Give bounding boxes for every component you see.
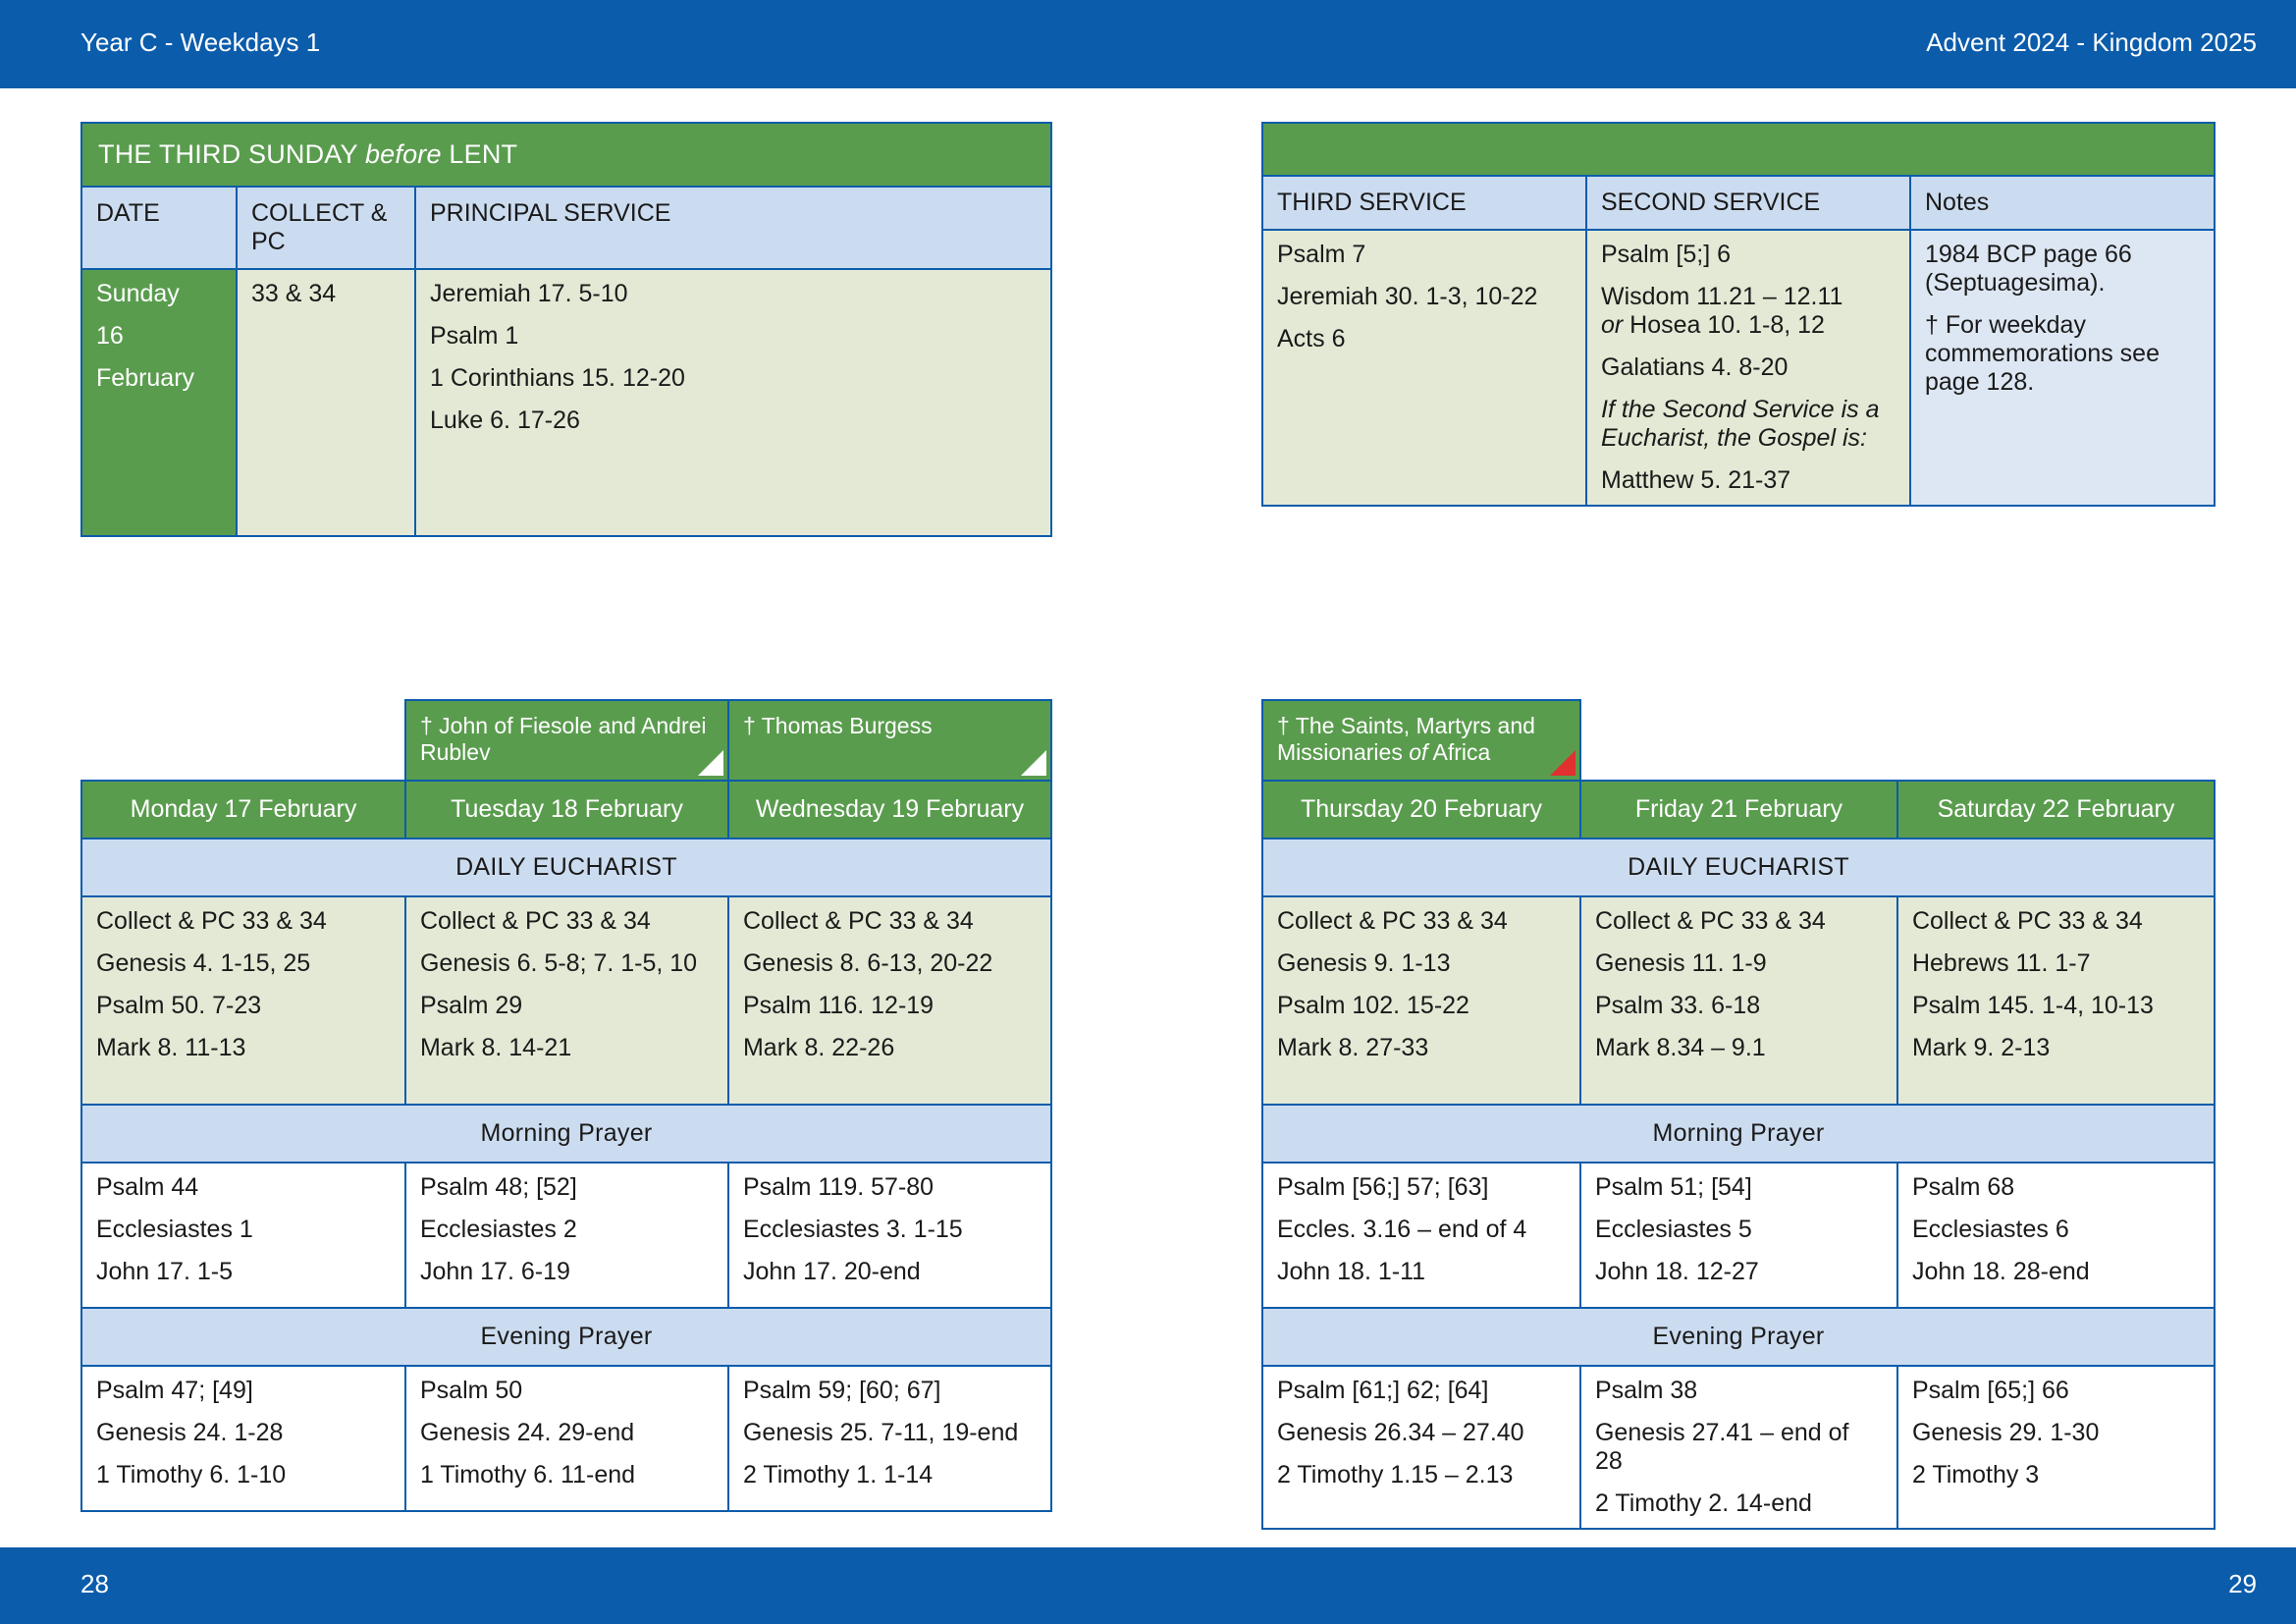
- feast-label-1: † John of Fiesole and Andrei Rublev: [419, 713, 707, 765]
- second-line-2-text: Wisdom 11.21 – 12.11: [1601, 283, 1843, 310]
- day-header-tuesday: Tuesday 18 February: [405, 781, 728, 839]
- morning-cell-friday: [1580, 1163, 1897, 1308]
- principal-line-4: Luke 6. 17-26: [430, 406, 580, 434]
- feast-label-post: Africa: [1427, 739, 1491, 765]
- ep-m-2: Genesis 24. 1-28: [96, 1419, 284, 1446]
- ep-t-1: Psalm 50: [419, 1377, 523, 1404]
- eu-th-3: Psalm 102. 15-22: [1277, 992, 1469, 1019]
- eu-t-4: Mark 8. 14-21: [419, 1034, 572, 1061]
- second-service-cell: [1586, 230, 1910, 506]
- ep-th-2: Genesis 26.34 – 27.40: [1277, 1419, 1524, 1446]
- sunday-collect-cell: 33 & 34: [237, 269, 415, 536]
- mp-t-1: Psalm 48; [52]: [419, 1173, 577, 1201]
- col-header-notes: Notes: [1910, 176, 2215, 230]
- sunday-table: [80, 122, 1052, 537]
- evening-cell-thursday: [1262, 1366, 1580, 1529]
- week-right-feast-row: [1262, 700, 2215, 781]
- day-header-friday: Friday 21 February: [1580, 781, 1897, 839]
- second-eucharist-gospel: Matthew 5. 21-37: [1601, 466, 1791, 494]
- eu-th-4: Mark 8. 27-33: [1277, 1034, 1429, 1061]
- eucharist-cell-friday: [1580, 896, 1897, 1105]
- evening-cell-monday: [81, 1366, 405, 1511]
- ep-w-1: Psalm 59; [60; 67]: [742, 1377, 941, 1404]
- page-number-right: 29: [2228, 1569, 2257, 1598]
- day-header-monday: Monday 17 February: [81, 781, 405, 839]
- feast-empty-cell: [1897, 700, 2215, 781]
- day-header-thursday: Thursday 20 February: [1262, 781, 1580, 839]
- col-header-collect: COLLECT & PC: [237, 187, 415, 269]
- week-right-table: [1261, 699, 2216, 1530]
- morning-cell-monday: [81, 1163, 405, 1308]
- second-line-2-alt: Hosea 10. 1-8, 12: [1623, 311, 1825, 339]
- section-label-evening-prayer: Evening Prayer: [1262, 1308, 2215, 1366]
- col-header-principal-service: PRINCIPAL SERVICE: [415, 187, 1051, 269]
- section-label-morning-prayer: Morning Prayer: [81, 1105, 1051, 1163]
- week-left-evening-header: [81, 1308, 1051, 1366]
- eu-t-2: Genesis 6. 5-8; 7. 1-5, 10: [419, 949, 698, 977]
- section-label-daily-eucharist: DAILY EUCHARIST: [1262, 839, 2215, 896]
- evening-cell-wednesday: [728, 1366, 1051, 1511]
- eucharist-cell-wednesday: [728, 896, 1051, 1105]
- feast-empty-cell: [81, 700, 405, 781]
- ep-f-2: Genesis 27.41 – end of 28: [1594, 1419, 1849, 1475]
- feast-fold-icon: [698, 750, 723, 776]
- ep-th-1: Psalm [61;] 62; [64]: [1277, 1377, 1489, 1404]
- ep-t-3: 1 Timothy 6. 11-end: [419, 1461, 636, 1489]
- third-line-3: Acts 6: [1277, 325, 1346, 352]
- week-left-morning-row: [81, 1163, 1051, 1308]
- eu-s-1: Collect & PC 33 & 34: [1911, 907, 2143, 935]
- morning-cell-thursday: [1262, 1163, 1580, 1308]
- eu-w-2: Genesis 8. 6-13, 20-22: [742, 949, 993, 977]
- feast-fold-icon: [1021, 750, 1046, 776]
- mp-m-3: John 17. 1-5: [96, 1258, 233, 1285]
- mp-m-2: Ecclesiastes 1: [96, 1216, 253, 1243]
- header-left-title: Year C - Weekdays 1: [80, 27, 321, 57]
- section-label-morning-prayer: Morning Prayer: [1262, 1105, 2215, 1163]
- second-line-3: Galatians 4. 8-20: [1601, 353, 1789, 381]
- mp-s-3: John 18. 28-end: [1911, 1258, 2090, 1285]
- sunday-date-cell: [81, 269, 237, 536]
- eu-m-1: Collect & PC 33 & 34: [96, 907, 327, 935]
- eucharist-cell-monday: [81, 896, 405, 1105]
- eu-m-4: Mark 8. 11-13: [96, 1034, 246, 1061]
- feast-label-pre: † The Saints, Martyrs and Missionaries: [1277, 713, 1535, 765]
- second-eucharist-note: If the Second Service is a Eucharist, the Gospel is:: [1601, 396, 1880, 452]
- eu-w-1: Collect & PC 33 & 34: [742, 907, 974, 935]
- mp-f-3: John 18. 12-27: [1594, 1258, 1759, 1285]
- sunday-title-pre: THE THIRD SUNDAY: [98, 139, 365, 169]
- ep-f-1: Psalm 38: [1594, 1377, 1698, 1404]
- sunday-body-row: [81, 269, 1051, 536]
- eu-f-4: Mark 8.34 – 9.1: [1594, 1034, 1766, 1061]
- mp-f-2: Ecclesiastes 5: [1594, 1216, 1752, 1243]
- ep-t-2: Genesis 24. 29-end: [419, 1419, 635, 1446]
- feast-cell-thomas-burgess: [728, 700, 1051, 781]
- ep-f-3: 2 Timothy 2. 14-end: [1594, 1489, 1812, 1517]
- ep-m-3: 1 Timothy 6. 1-10: [96, 1461, 287, 1489]
- eu-m-2: Genesis 4. 1-15, 25: [96, 949, 311, 977]
- week-right-morning-header: [1262, 1105, 2215, 1163]
- eu-f-1: Collect & PC 33 & 34: [1594, 907, 1826, 935]
- feast-label-2: † Thomas Burgess: [742, 713, 933, 738]
- col-header-third-service: THIRD SERVICE: [1262, 176, 1586, 230]
- eucharist-cell-saturday: [1897, 896, 2215, 1105]
- week-left-day-header-row: [81, 781, 1051, 839]
- page-number-left: 28: [80, 1569, 109, 1598]
- sunday-title: [81, 123, 1051, 187]
- week-left-table: [80, 699, 1052, 1512]
- evening-cell-friday: [1580, 1366, 1897, 1529]
- morning-cell-tuesday: [405, 1163, 728, 1308]
- week-left-evening-row: [81, 1366, 1051, 1511]
- week-right-evening-header: [1262, 1308, 2215, 1366]
- col-header-date: DATE: [81, 187, 237, 269]
- sunday-title-row: [81, 123, 1051, 187]
- date-line-2: 16: [96, 322, 124, 350]
- eucharist-cell-tuesday: [405, 896, 728, 1105]
- ep-w-3: 2 Timothy 1. 1-14: [742, 1461, 934, 1489]
- week-block-right: [1261, 699, 2216, 1530]
- mp-w-2: Ecclesiastes 3. 1-15: [742, 1216, 963, 1243]
- eu-t-3: Psalm 29: [419, 992, 523, 1019]
- mp-s-1: Psalm 68: [1911, 1173, 2015, 1201]
- mp-w-1: Psalm 119. 57-80: [742, 1173, 934, 1201]
- principal-line-1: Jeremiah 17. 5-10: [430, 280, 628, 307]
- day-header-wednesday: Wednesday 19 February: [728, 781, 1051, 839]
- services-table: [1261, 122, 2216, 507]
- mp-w-3: John 17. 20-end: [742, 1258, 921, 1285]
- third-line-1: Psalm 7: [1277, 241, 1366, 268]
- principal-line-3: 1 Corinthians 15. 12-20: [430, 364, 685, 392]
- week-right-eucharist-header: [1262, 839, 2215, 896]
- week-right-morning-row: [1262, 1163, 2215, 1308]
- mp-m-1: Psalm 44: [96, 1173, 199, 1201]
- mp-f-1: Psalm 51; [54]: [1594, 1173, 1752, 1201]
- week-left-feast-row: [81, 700, 1051, 781]
- notes-line-2: † For weekday commemorations see page 128.: [1925, 311, 2160, 396]
- evening-cell-tuesday: [405, 1366, 728, 1511]
- eucharist-cell-thursday: [1262, 896, 1580, 1105]
- second-line-1: Psalm [5;] 6: [1601, 241, 1731, 268]
- ep-s-2: Genesis 29. 1-30: [1911, 1419, 2100, 1446]
- third-line-2: Jeremiah 30. 1-3, 10-22: [1277, 283, 1538, 310]
- eu-f-2: Genesis 11. 1-9: [1594, 949, 1767, 977]
- ep-w-2: Genesis 25. 7-11, 19-end: [742, 1419, 1019, 1446]
- ep-m-1: Psalm 47; [49]: [96, 1377, 253, 1404]
- eu-t-1: Collect & PC 33 & 34: [419, 907, 651, 935]
- week-left-eucharist-header: [81, 839, 1051, 896]
- eu-th-1: Collect & PC 33 & 34: [1277, 907, 1508, 935]
- feast-cell-john-of-fiesole: [405, 700, 728, 781]
- eu-s-2: Hebrews 11. 1-7: [1911, 949, 2091, 977]
- mp-t-2: Ecclesiastes 2: [419, 1216, 577, 1243]
- ep-s-3: 2 Timothy 3: [1911, 1461, 2040, 1489]
- evening-cell-saturday: [1897, 1366, 2215, 1529]
- page-footer-bar: [0, 1547, 2296, 1624]
- services-body-row: [1262, 230, 2215, 506]
- page-header-bar: [0, 0, 2296, 88]
- sunday-principal-cell: [415, 269, 1051, 536]
- mp-s-2: Ecclesiastes 6: [1911, 1216, 2069, 1243]
- feast-cell-saints-martyrs-africa: [1262, 700, 1580, 781]
- col-header-second-service: SECOND SERVICE: [1586, 176, 1910, 230]
- date-line-3: February: [96, 364, 195, 392]
- mp-t-3: John 17. 6-19: [419, 1258, 570, 1285]
- second-line-2: [1601, 283, 1896, 340]
- eu-f-3: Psalm 33. 6-18: [1594, 992, 1761, 1019]
- ep-s-1: Psalm [65;] 66: [1911, 1377, 2069, 1404]
- week-left-morning-header: [81, 1105, 1051, 1163]
- second-line-2-or: or: [1601, 311, 1624, 339]
- date-line-1: Sunday: [96, 280, 180, 307]
- sunday-title-post: LENT: [441, 139, 518, 169]
- ep-th-3: 2 Timothy 1.15 – 2.13: [1277, 1461, 1514, 1489]
- morning-cell-saturday: [1897, 1163, 2215, 1308]
- services-header-row: [1262, 176, 2215, 230]
- sunday-title-emphasis: before: [364, 139, 442, 169]
- eu-s-3: Psalm 145. 1-4, 10-13: [1911, 992, 2154, 1019]
- feast-fold-icon-red: [1550, 750, 1575, 776]
- feast-label-em: of: [1409, 739, 1428, 765]
- services-block: [1261, 122, 2216, 507]
- week-right-day-header-row: [1262, 781, 2215, 839]
- eu-th-2: Genesis 9. 1-13: [1277, 949, 1451, 977]
- services-strip-cell: [1262, 123, 2215, 176]
- eu-w-4: Mark 8. 22-26: [742, 1034, 895, 1061]
- eu-m-3: Psalm 50. 7-23: [96, 992, 262, 1019]
- section-label-daily-eucharist: DAILY EUCHARIST: [81, 839, 1051, 896]
- third-service-cell: [1262, 230, 1586, 506]
- feast-empty-cell: [1580, 700, 1897, 781]
- morning-cell-wednesday: [728, 1163, 1051, 1308]
- services-green-strip: [1262, 123, 2215, 176]
- week-block-left: [80, 699, 1052, 1512]
- mp-th-3: John 18. 1-11: [1277, 1258, 1426, 1285]
- week-right-eucharist-row: [1262, 896, 2215, 1105]
- section-label-evening-prayer: Evening Prayer: [81, 1308, 1051, 1366]
- eu-s-4: Mark 9. 2-13: [1911, 1034, 2051, 1061]
- sunday-header-row: [81, 187, 1051, 269]
- mp-th-1: Psalm [56;] 57; [63]: [1277, 1173, 1489, 1201]
- week-right-evening-row: [1262, 1366, 2215, 1529]
- sunday-block: [80, 122, 1052, 537]
- notes-line-1: 1984 BCP page 66 (Septuagesima).: [1925, 241, 2132, 297]
- week-left-eucharist-row: [81, 896, 1051, 1105]
- principal-line-2: Psalm 1: [430, 322, 519, 350]
- notes-cell: [1910, 230, 2215, 506]
- eu-w-3: Psalm 116. 12-19: [742, 992, 934, 1019]
- day-header-saturday: Saturday 22 February: [1897, 781, 2215, 839]
- header-right-title: Advent 2024 - Kingdom 2025: [1926, 27, 2257, 57]
- mp-th-2: Eccles. 3.16 – end of 4: [1277, 1216, 1527, 1243]
